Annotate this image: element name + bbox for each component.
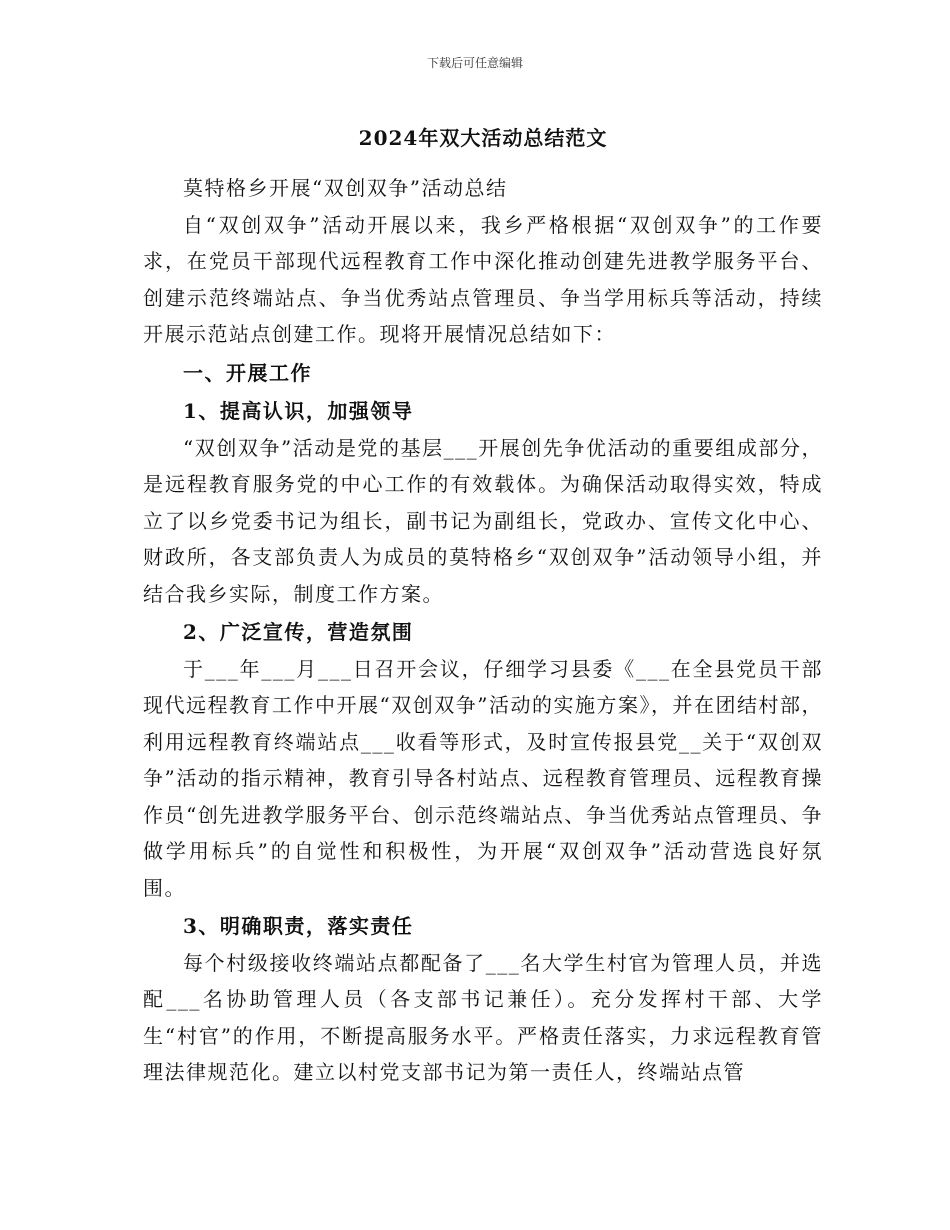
subsection-heading-2: 2、广泛宣传，营造氛围 [183, 620, 414, 644]
document-subtitle: 莫特格乡开展“双创双争”活动总结 [183, 176, 508, 200]
subsection-paragraph-2: 于___年___月___日召开会议，仔细学习县委《___在全县党员干部现代远程教育工作中开展“双创双争”活动的实施方案》，并在团结村部，利用远程教育终端站点___收看等形式，及时宣传报县党__关于“双创双争”活动的指示精神，教育引导各村站点、远程教育管理员、远程教育操作员“创先进教学服务平台、创示范终端站点、争当优秀站点管理员、争做学用标兵”的自觉性和积极性，为开展“双创双争”活动营选良好氛围。 [143, 656, 823, 900]
intro-paragraph: 自“双创双争”活动开展以来，我乡严格根据“双创双争”的工作要求，在党员干部现代远程教育工作中深化推动创建先进教学服务平台、创建示范终端站点、争当优秀站点管理员、争当学用标兵等活动，持续开展示范站点创建工作。现将开展情况总结如下： [143, 212, 823, 346]
subsection-heading-3: 3、明确职责，落实责任 [183, 914, 414, 938]
page-header-note: 下载后可任意编辑 [426, 56, 523, 70]
subsection-paragraph-3: 每个村级接收终端站点都配备了___名大学生村官为管理人员，并选配___名协助管理人员（各支部书记兼任）。充分发挥村干部、大学生“村官”的作用，不断提高服务水平。严格责任落实，力求远程教育管理法律规范化。建立以村党支部书记为第一责任人，终端站点管 [143, 950, 823, 1084]
subsection-heading-1: 1、提高认识，加强领导 [183, 399, 414, 423]
section-heading-1: 一、开展工作 [183, 360, 312, 385]
subsection-paragraph-1: “双创双争”活动是党的基层___开展创先争优活动的重要组成部分，是远程教育服务党的中心工作的有效载体。为确保活动取得实效，特成立了以乡党委书记为组长，副书记为副组长，党政办、宣传文化中心、财政所，各支部负责人为成员的莫特格乡“双创双争”活动领导小组，并结合我乡实际，制度工作方案。 [143, 435, 823, 606]
document-title: 2024年双大活动总结范文 [358, 126, 608, 150]
document-body [143, 118, 823, 1091]
